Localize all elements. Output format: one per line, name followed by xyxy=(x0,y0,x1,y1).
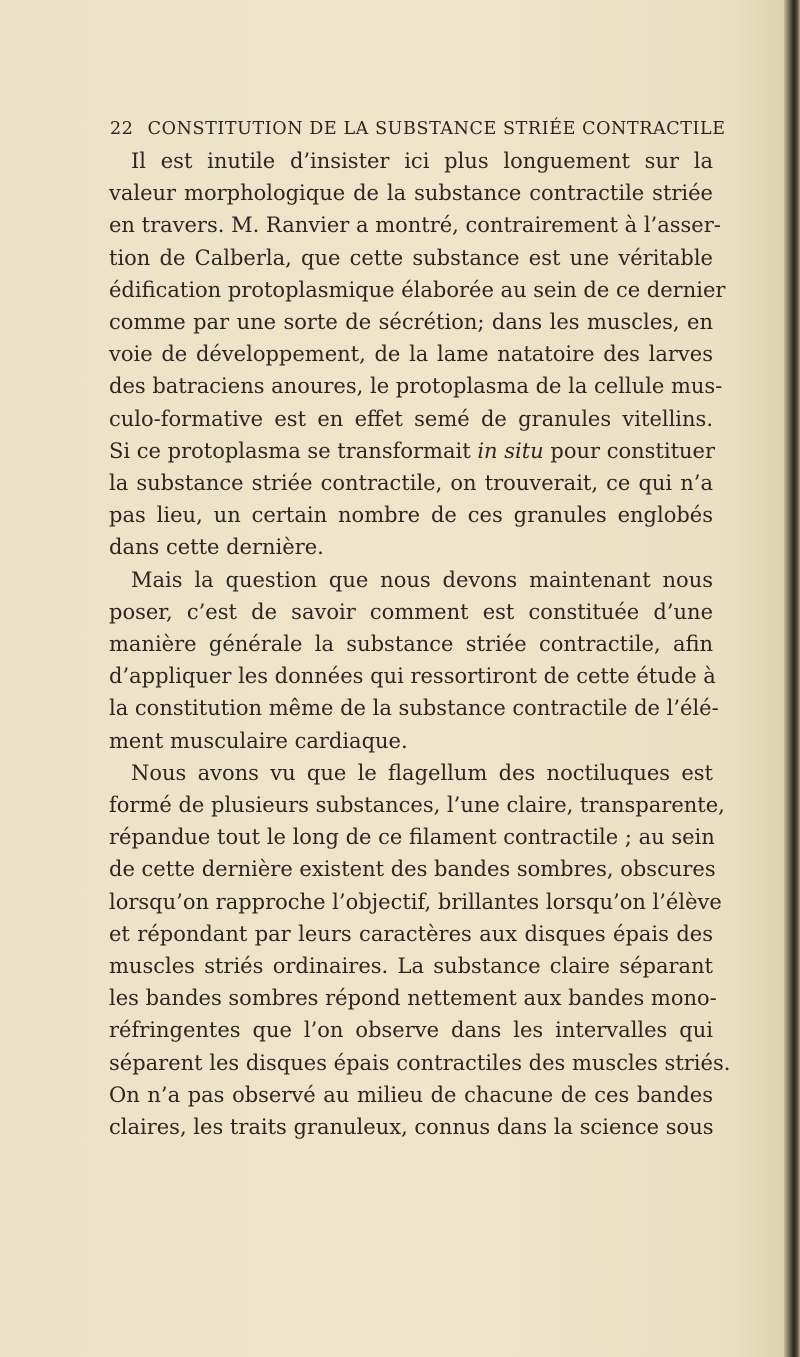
text-line: édification protoplasmique élaborée au sein de ce dernier xyxy=(109,277,726,302)
text-line: On n’a pas observé au milieu de chacune de ces bandes xyxy=(109,1082,713,1107)
text-line: voie de développement, de la lame natatoire des larves xyxy=(109,342,713,367)
italic-phrase: in situ xyxy=(477,438,544,463)
page-binding-edge xyxy=(784,0,800,1357)
text-line: pas lieu, un certain nombre de ces granules englobés xyxy=(109,503,713,528)
text-line: Nous avons vu que le flagellum des noctiluques est xyxy=(131,760,713,785)
text-line-with-italic xyxy=(109,435,716,467)
text-line: la constitution même de la substance contractile de l’élé- xyxy=(109,696,719,721)
text-line: ment musculaire cardiaque. xyxy=(109,728,408,753)
paragraph-3 xyxy=(109,757,731,1143)
text-line: de cette dernière existent des bandes sombres, obscures xyxy=(109,857,716,882)
body-text xyxy=(109,145,731,1143)
text-line: manière générale la substance striée contractile, afin xyxy=(109,632,713,657)
text-line: Mais la question que nous devons maintenant nous xyxy=(131,567,713,592)
text-line: claires, les traits granuleux, connus dans la science sous xyxy=(109,1115,714,1140)
text-line: et répondant par leurs caractères aux disques épais des xyxy=(109,921,713,946)
text-line: répandue tout le long de ce filament contractile ; au sein xyxy=(109,825,715,850)
text-segment: Si ce protoplasma se transformait xyxy=(109,438,471,463)
text-line: comme par une sorte de sécrétion; dans les muscles, en xyxy=(109,310,713,335)
text-line: d’appliquer les données qui ressortiront de cette étude à xyxy=(109,664,716,689)
text-line: lorsqu’on rapproche l’objectif, brillantes lorsqu’on l’élève xyxy=(109,889,722,914)
text-line: séparent les disques épais contractiles des muscles striés. xyxy=(109,1050,731,1075)
text-line: poser, c’est de savoir comment est constituée d’une xyxy=(109,599,713,624)
page-number: 22 xyxy=(110,119,134,139)
running-title: CONSTITUTION DE LA SUBSTANCE STRIÉE CONTRACTILE xyxy=(147,119,726,139)
paragraph-2 xyxy=(109,564,719,757)
running-header xyxy=(110,119,726,139)
text-line: la substance striée contractile, on trouverait, ce qui n’a xyxy=(109,471,713,496)
text-line: formé de plusieurs substances, l’une claire, transparente, xyxy=(109,793,725,818)
text-line: les bandes sombres répond nettement aux bandes mono- xyxy=(109,986,717,1011)
text-line: culo-formative est en effet semé de granules vitellins. xyxy=(109,406,713,431)
text-line: des batraciens anoures, le protoplasma de la cellule mus- xyxy=(109,374,723,399)
text-line: en travers. M. Ranvier a montré, contrairement à l’asser- xyxy=(109,213,721,238)
text-segment: pour constituer xyxy=(550,438,716,463)
text-line: valeur morphologique de la substance contractile striée xyxy=(109,181,713,206)
text-line: réfringentes que l’on observe dans les intervalles qui xyxy=(109,1018,713,1043)
text-line: dans cette dernière. xyxy=(109,535,324,560)
text-line: tion de Calberla, que cette substance est une véritable xyxy=(109,245,713,270)
paragraph-1 xyxy=(109,145,726,564)
text-line: Il est inutile d’insister ici plus longuement sur la xyxy=(131,149,713,173)
text-line: muscles striés ordinaires. La substance claire séparant xyxy=(109,954,713,979)
